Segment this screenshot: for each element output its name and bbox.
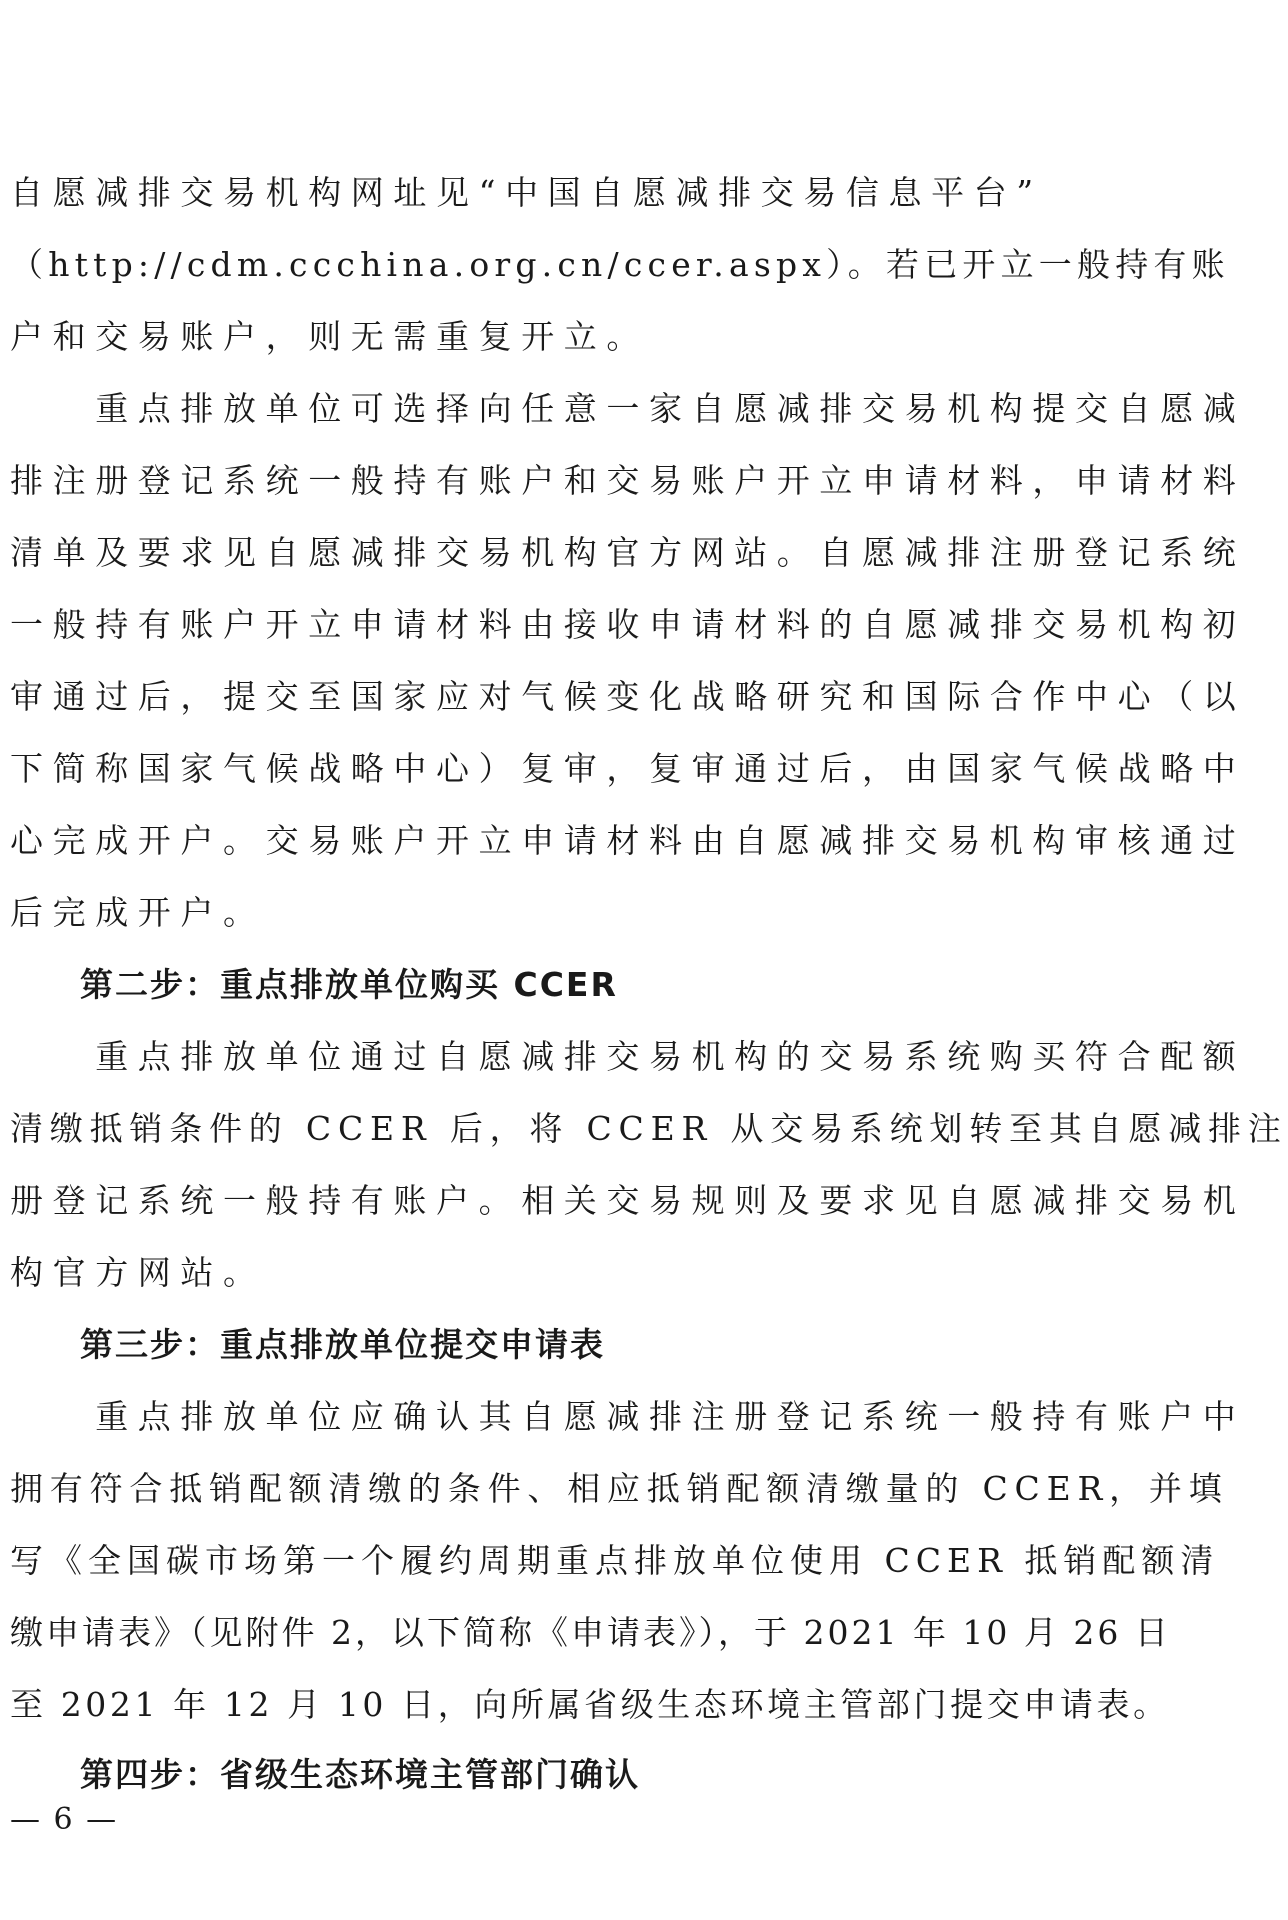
body-line: 重点排放单位通过自愿减排交易机构的交易系统购买符合配额 [10, 1037, 1246, 1076]
body-line: 下简称国家气候战略中心）复审，复审通过后，由国家气候战略中 [10, 749, 1246, 788]
body-line: 审通过后，提交至国家应对气候变化战略研究和国际合作中心（以 [10, 677, 1246, 716]
body-line: （http://cdm.ccchina.org.cn/ccer.aspx）。若已开立一般持有账 [10, 245, 1230, 284]
body-line: 至 2021 年 12 月 10 日，向所属省级生态环境主管部门提交申请表。 [10, 1685, 1170, 1724]
body-line: 清单及要求见自愿减排交易机构官方网站。自愿减排注册登记系统 [10, 533, 1246, 572]
body-line: 写《全国碳市场第一个履约周期重点排放单位使用 CCER 抵销配额清 [10, 1541, 1220, 1580]
section-heading-step-2: 第二步：重点排放单位购买 CCER [10, 965, 618, 1004]
section-heading-step-3: 第三步：重点排放单位提交申请表 [10, 1325, 605, 1364]
body-line: 自愿减排交易机构网址见“中国自愿减排交易信息平台” [10, 173, 1043, 212]
body-line: 清缴抵销条件的 CCER 后，将 CCER 从交易系统划转至其自愿减排注 [10, 1109, 1288, 1148]
body-line: 心完成开户。交易账户开立申请材料由自愿减排交易机构审核通过 [10, 821, 1246, 860]
body-line: 拥有符合抵销配额清缴的条件、相应抵销配额清缴量的 CCER，并填 [10, 1469, 1229, 1508]
body-line: 后完成开户。 [10, 893, 266, 932]
section-heading-step-4: 第四步：省级生态环境主管部门确认 [10, 1755, 640, 1794]
body-line: 构官方网站。 [10, 1253, 266, 1292]
body-line: 重点排放单位可选择向任意一家自愿减排交易机构提交自愿减 [10, 389, 1246, 428]
body-line: 重点排放单位应确认其自愿减排注册登记系统一般持有账户中 [10, 1397, 1246, 1436]
body-line: 一般持有账户开立申请材料由接收申请材料的自愿减排交易机构初 [10, 605, 1246, 644]
body-line: 排注册登记系统一般持有账户和交易账户开立申请材料，申请材料 [10, 461, 1246, 500]
body-line: 册登记系统一般持有账户。相关交易规则及要求见自愿减排交易机 [10, 1181, 1246, 1220]
body-line: 户和交易账户，则无需重复开立。 [10, 317, 649, 356]
body-line: 缴申请表》（见附件 2，以下简称《申请表》），于 2021 年 10 月 26 日 [10, 1613, 1171, 1652]
page-number: — 6 — [10, 1802, 119, 1837]
